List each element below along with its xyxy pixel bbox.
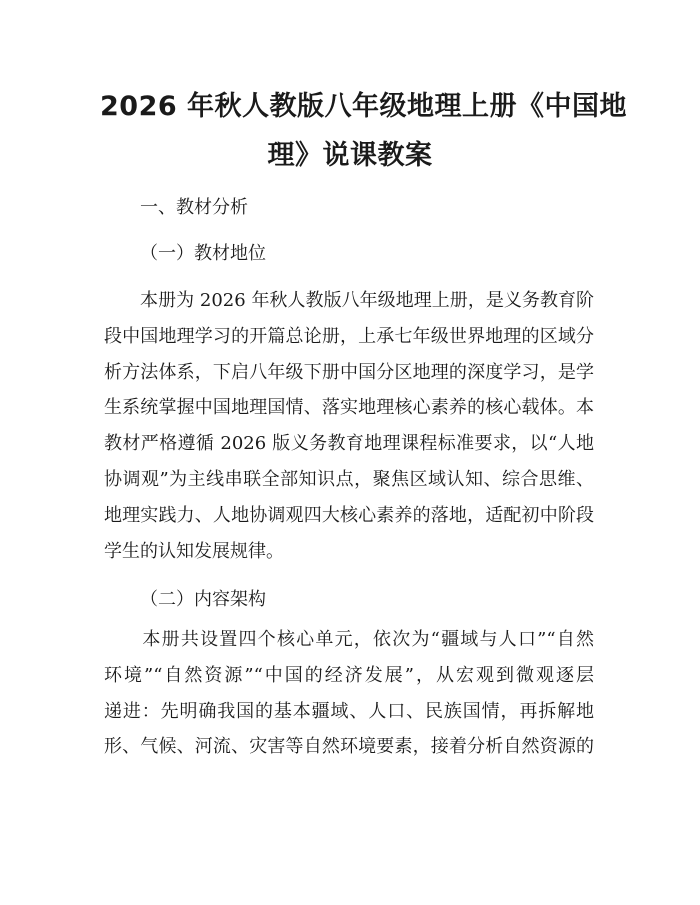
document-title-line-1: 2026 年秋人教版八年级地理上册《中国地 [100, 91, 628, 122]
paragraph-line: 本册为 2026 年秋人教版八年级地理上册，是义务教育阶 [104, 290, 594, 311]
paragraph-line: 学生的认知发展规律。 [104, 540, 284, 562]
paragraph-line: 递进：先明确我国的基本疆域、人口、民族国情，再拆解地 [104, 700, 594, 722]
paragraph-line: 形、气候、河流、灾害等自然环境要素，接着分析自然资源的 [104, 736, 594, 758]
paragraph-line: 地理实践力、人地协调观四大核心素养的落地，适配初中阶段 [104, 504, 594, 526]
paragraph-line: 协调观”为主线串联全部知识点，聚焦区域认知、综合思维、 [104, 468, 594, 490]
paragraph-textbook-position [104, 283, 594, 569]
document-title-line-2: 理》说课教案 [267, 140, 433, 171]
subsection-heading-content-structure: （二）内容架构 [140, 589, 266, 610]
paragraph-line: 生系统掌握中国地理国情、落实地理核心素养的核心载体。本 [104, 397, 594, 419]
subsection-heading-textbook-position: （一）教材地位 [140, 243, 266, 264]
paragraph-line: 环境”“自然资源”“中国的经济发展”，从宏观到微观逐层 [104, 664, 594, 686]
paragraph-line: 本册共设置四个核心单元，依次为“疆域与人口”“自然 [104, 629, 594, 650]
section-heading-textbook-analysis: 一、教材分析 [140, 197, 248, 218]
paragraph-content-structure [104, 622, 594, 765]
paragraph-line: 析方法体系，下启八年级下册中国分区地理的深度学习，是学 [104, 361, 594, 383]
paragraph-line: 段中国地理学习的开篇总论册，上承七年级世界地理的区域分 [104, 325, 594, 347]
paragraph-line: 教材严格遵循 2026 版义务教育地理课程标准要求，以“人地 [104, 433, 594, 455]
